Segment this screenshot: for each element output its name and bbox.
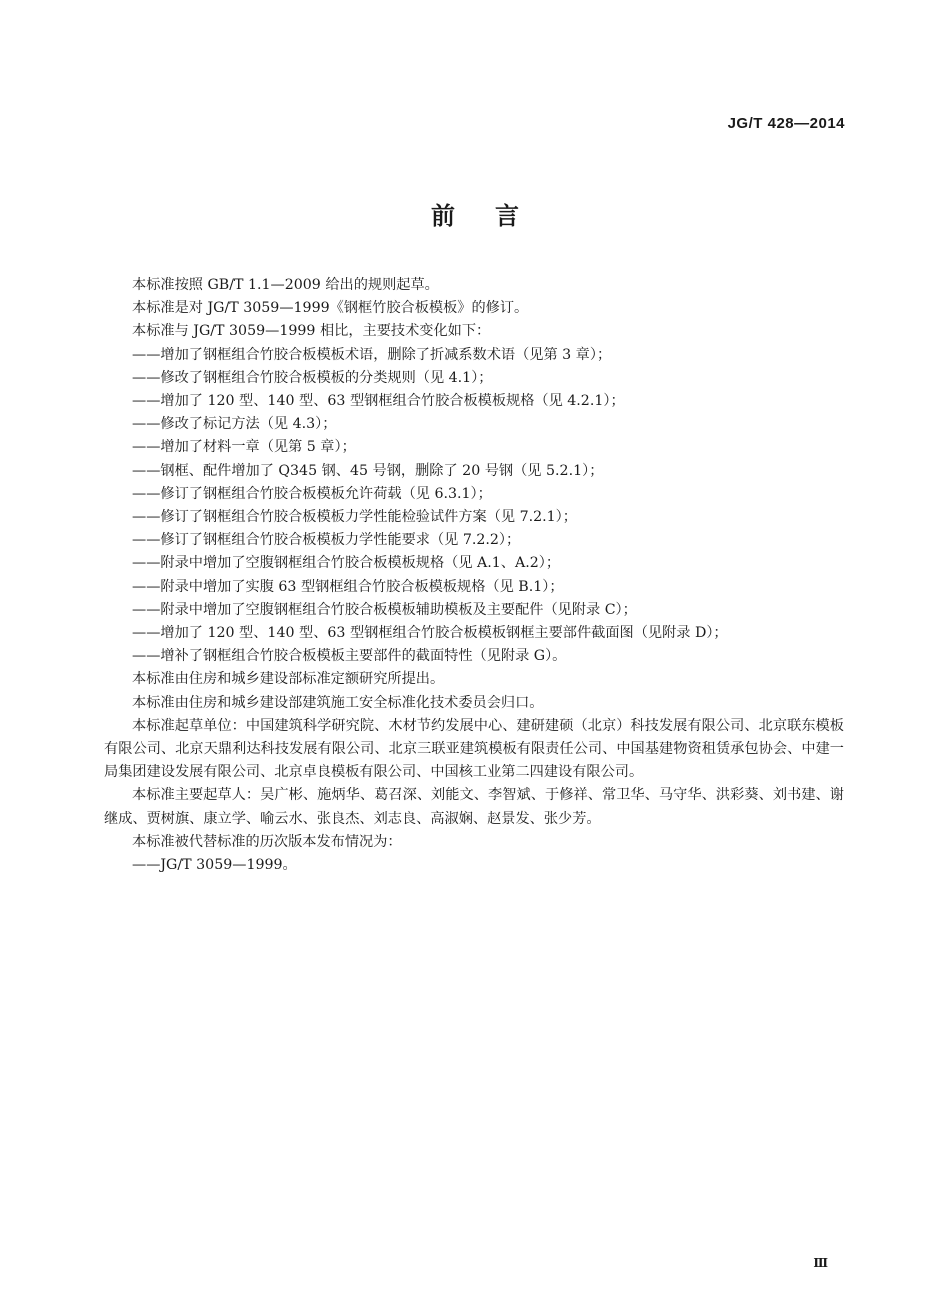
change-item: ——增加了材料一章（见第 5 章）； [132,439,356,456]
change-item: ——增加了钢框组合竹胶合板模板术语，删除了折减系数术语（见第 3 章）； [132,346,612,363]
history-intro: 本标准被代替标准的历次版本发布情况为： [132,833,402,850]
standard-number: JG/T 428—2014 [727,115,845,132]
history-item: ——JG/T 3059—1999。 [132,857,297,874]
change-item: ——附录中增加了实腹 63 型钢框组合竹胶合板模板规格（见 B.1）； [132,578,564,595]
change-item: ——修改了标记方法（见 4.3）； [132,416,337,433]
intro-line: 本标准与 JG/T 3059—1999 相比，主要技术变化如下： [132,323,491,340]
proposed-by: 本标准由住房和城乡建设部标准定额研究所提出。 [132,671,445,688]
main-drafters: 本标准主要起草人：吴广彬、施炳华、葛召深、刘能文、李智斌、于修祥、常卫华、马守华、洪彩葵、刘书建、谢继成、贾树旗、康立学、喻云水、张良杰、刘志良、高淑娴、赵景发、张少芳。 [104,787,844,827]
foreword-body [104,274,844,877]
change-item: ——附录中增加了空腹钢框组合竹胶合板模板辅助模板及主要配件（见附录 C）； [132,601,637,618]
change-item: ——修订了钢框组合竹胶合板模板力学性能检验试件方案（见 7.2.1）； [132,509,577,526]
change-item: ——增加了 120 型、140 型、63 型钢框组合竹胶合板模板钢框主要部件截面图（见附录 D）； [132,625,728,642]
change-item: ——增加了 120 型、140 型、63 型钢框组合竹胶合板模板规格（见 4.2.1）； [132,393,625,410]
change-item: ——钢框、配件增加了 Q345 钢、45 号钢，删除了 20 号钢（见 5.2.1）； [132,462,604,479]
page-number: Ⅲ [813,1256,828,1270]
page-title: 前言 [431,202,559,230]
intro-line: 本标准按照 GB/T 1.1—2009 给出的规则起草。 [132,277,439,293]
change-item: ——修改了钢框组合竹胶合板模板的分类规则（见 4.1）； [132,369,493,386]
change-item: ——修订了钢框组合竹胶合板模板允许荷载（见 6.3.1）； [132,485,492,502]
change-item: ——修订了钢框组合竹胶合板模板力学性能要求（见 7.2.2）； [132,532,521,549]
intro-line: 本标准是对 JG/T 3059—1999《钢框竹胶合板模板》的修订。 [132,300,529,317]
managed-by: 本标准由住房和城乡建设部建筑施工安全标准化技术委员会归口。 [132,694,544,711]
drafting-units: 本标准起草单位：中国建筑科学研究院、木材节约发展中心、建研建硕（北京）科技发展有限公司、北京联东模板有限公司、北京天鼎利达科技发展有限公司、北京三联亚建筑模板有限责任公司、中国基建物资租赁承包协会、中建一局集团建设发展有限公司、北京卓良模板有限公司、中国核工业第二四建设有限公司。 [104,717,844,781]
change-item: ——附录中增加了空腹钢框组合竹胶合板模板规格（见 A.1、A.2）； [132,555,561,572]
change-item: ——增补了钢框组合竹胶合板模板主要部件的截面特性（见附录 G）。 [132,648,567,665]
